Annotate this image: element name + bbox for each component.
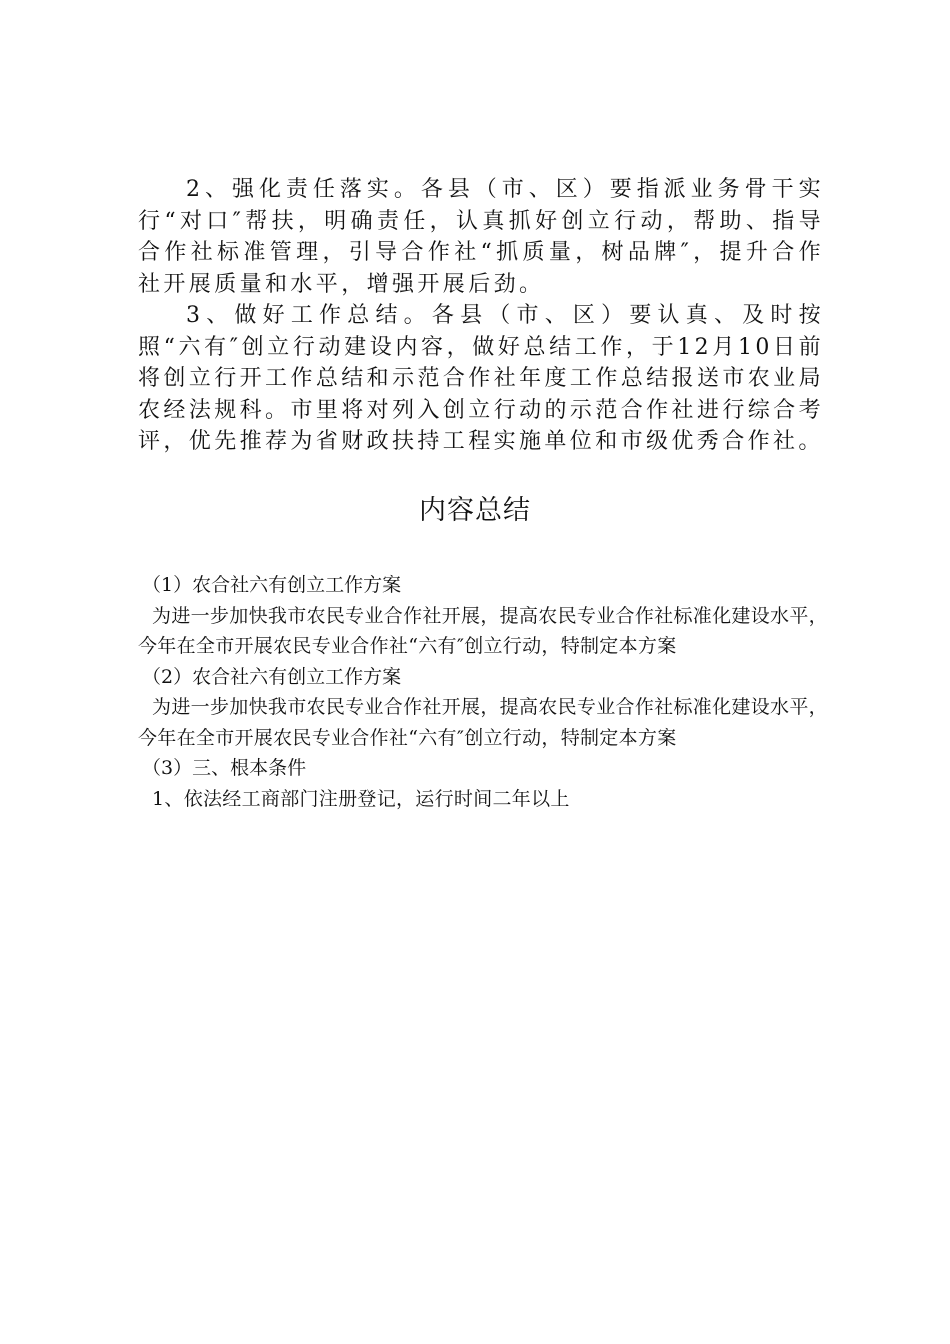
summary-item-heading: （2）农合社六有创立工作方案 — [142, 665, 402, 688]
body-section — [138, 174, 824, 458]
summary-item — [138, 662, 828, 754]
summary-item-text: 为进一步加快我市农民专业合作社开展，提高农民专业合作社标准化建设水平，今年在全市开展农民专业合作社“六有″创立行动，特制定本方案 — [138, 696, 828, 749]
summary-title: 内容总结 — [419, 495, 531, 526]
paragraph-work-summary: 3、做好工作总结。各县（市、区）要认真、及时按照“六有″创立行动建设内容，做好总结工作，于12月10日前将创立行开工作总结和示范合作社年度工作总结报送市农业局农经法规科。市里将对列入创立行动的示范合作社进行综合考评，优先推荐为省财政扶持工程实施单位和市级优秀合作社。 — [138, 303, 824, 454]
summary-item — [138, 753, 828, 814]
summary-item-heading: （1）农合社六有创立工作方案 — [142, 574, 402, 596]
summary-list — [138, 570, 828, 814]
summary-item-heading: （3）三、根本条件 — [142, 757, 307, 779]
summary-item — [138, 570, 828, 662]
paragraph-responsibility: 2、强化责任落实。各县（市、区）要指派业务骨干实行“对口″帮扶，明确责任，认真抓好创立行动，帮助、指导合作社标准管理，引导合作社“抓质量，树品牌″，提升合作社开展质量和水平，增强开展后劲。 — [138, 177, 824, 297]
summary-item-text: 1、依法经工商部门注册登记，运行时间二年以上 — [152, 787, 570, 810]
summary-item-text: 为进一步加快我市农民专业合作社开展，提高农民专业合作社标准化建设水平，今年在全市开展农民专业合作社“六有″创立行动，特制定本方案 — [138, 604, 828, 657]
